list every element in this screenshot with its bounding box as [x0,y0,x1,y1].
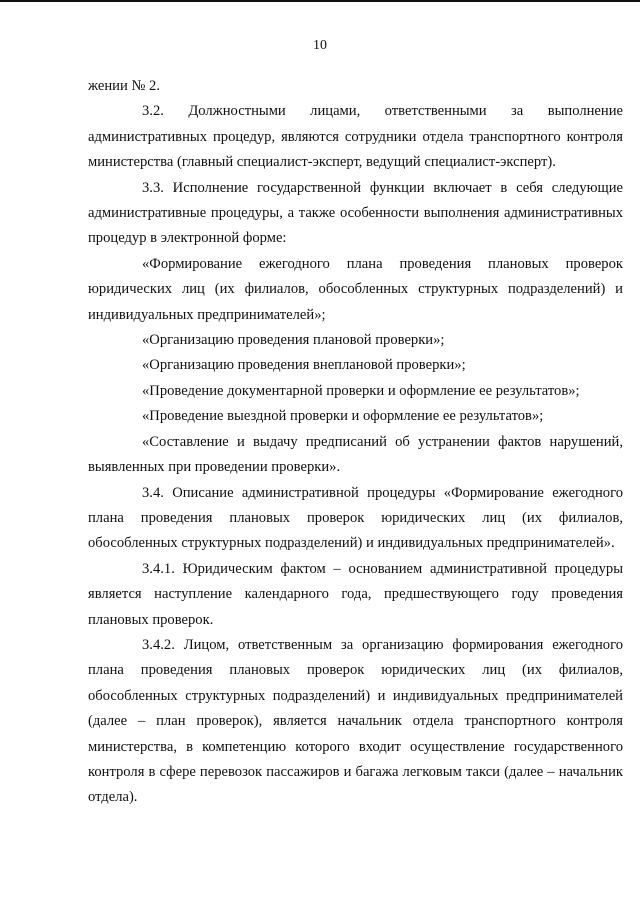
procedure-item-4: «Проведение документарной проверки и оформление ее результатов»; [142,382,580,399]
document-body [88,74,623,811]
procedure-item-2: «Организацию проведения плановой проверки»; [142,332,445,349]
procedure-item-6: «Составление и выдачу предписаний об устранении фактов нарушений, выявленных при проведении проверки». [88,433,623,476]
top-border-line [0,0,640,2]
procedure-item-5: «Проведение выездной проверки и оформление ее результатов»; [142,408,544,425]
procedure-item-1: «Формирование ежегодного плана проведения плановых проверок юридических лиц (их филиалов, обособленных структурных подразделений) и индивидуальных предпринимателей»; [88,255,623,323]
paragraph-3-4-1: 3.4.1. Юридическим фактом – основанием административной процедуры является наступление календарного года, предшествующего году проведения плановых проверок. [88,560,623,628]
paragraph-3-2: 3.2. Должностными лицами, ответственными за выполнение административных процедур, являются сотрудники отдела транспортного контроля министерства (главный специалист-эксперт, ведущий специалист-эксперт). [88,103,623,171]
paragraph-3-4-2: 3.4.2. Лицом, ответственным за организацию формирования ежегодного плана проведения плановых проверок юридических лиц (их филиалов, обособленных структурных подразделений) и индивидуальных предпринимателей (далее – план проверок), является начальник отдела транспортного контроля министерства, в компетенцию которого входит осуществление государственного контроля в сфере перевозок пассажиров и багажа легковым такси (далее – начальник отдела). [88,636,623,806]
paragraph-3-4: 3.4. Описание административной процедуры «Формирование ежегодного плана проведения плановых проверок юридических лиц (их филиалов, обособленных структурных подразделений) и индивидуальных предпринимателей». [88,484,623,552]
paragraph-3-3: 3.3. Исполнение государственной функции включает в себя следующие административные процедуры, а также особенности выполнения административных процедур в электронной форме: [88,179,623,247]
page-number: 10 [313,38,327,53]
procedure-item-3: «Организацию проведения внеплановой проверки»; [142,357,466,374]
paragraph-continuation: жении № 2. [88,78,160,94]
